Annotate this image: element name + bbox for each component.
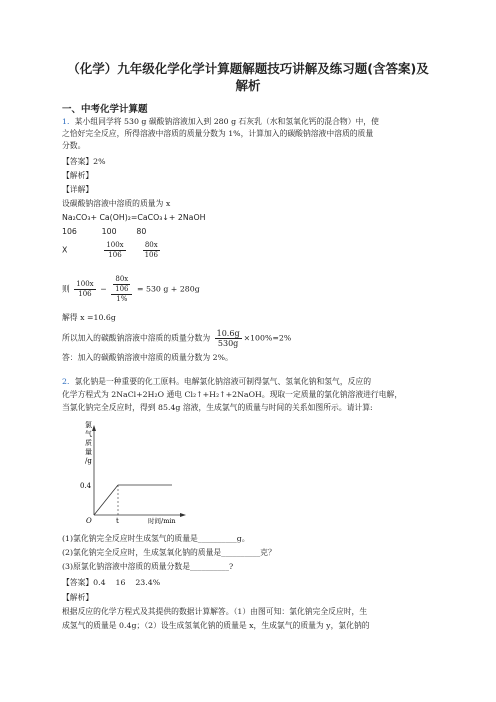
q2-answer: 【答案】0.4 16 23.4% — [62, 578, 161, 587]
q1-solution: 解得 x =10.6g — [62, 313, 116, 322]
q1-equation: Na₂CO₃+ Ca(OH)₂=CaCO₃↓+ 2NaOH — [62, 213, 206, 222]
q1-analysis-label: 【解析】 — [62, 171, 94, 180]
q1-equation-row — [62, 275, 200, 304]
q1-detail-label: 【详解】 — [62, 185, 94, 194]
q1-fraction-left: $\frac{100x}{106}$ — [76, 280, 94, 298]
document-title — [40, 60, 456, 94]
title-line-1: （化学）九年级化学化学计算题解题技巧讲解及练习题(含答案)及 — [67, 61, 429, 76]
section-heading: 一、中考化学计算题 — [62, 104, 148, 115]
q1-x-label: X — [62, 245, 68, 255]
q1-answer: 【答案】2% — [62, 157, 106, 166]
q2-part-2: (2)氯化钠完全反应时，生成氢氧化钠的质量是__________克？ — [62, 548, 276, 557]
q1-minus: − — [100, 284, 107, 294]
q2-text-1: 氯化钠是一种重要的化工原料。电解氯化钠溶液可制得氯气、氢氧化钠和氢气，反应的 — [74, 377, 372, 386]
q2-part-1: (1)氯化钠完全反应时生成氢气的质量是__________g。 — [62, 534, 250, 543]
title-line-2: 解析 — [235, 78, 261, 93]
q2-analysis-label: 【解析】 — [62, 593, 94, 602]
chlorine-mass-graph — [78, 413, 188, 529]
q1-x-row — [62, 241, 162, 260]
q2-number: 2． — [62, 377, 75, 386]
q1-detail-line: 设碳酸钠溶液中溶质的质量为 x — [62, 199, 171, 208]
q1-line-2: 之恰好完全反应，所得溶液中溶质的质量分数为 1%，计算加入的碳酸钠溶液中溶质的质量 — [62, 129, 374, 138]
graph-x-tick: t — [116, 517, 119, 525]
graph-ylabel-1: 氯 — [85, 421, 92, 429]
q1-fraction-compound: $\frac{\frac{80x}{106}}{1\%}$ — [111, 275, 132, 304]
q2-explanation-1: 根据反应的化学方程式及其提供的数据计算解答。（1）由图可知：氯化钠完全反应时，生 — [62, 607, 368, 616]
q2-line-1 — [62, 376, 371, 387]
q1-text-1: 某小组同学将 530 g 碳酸钠溶液加入到 280 g 石灰乳（水和氢氧化钙的混合物）中，使 — [74, 117, 379, 126]
q2-line-2: 化学方程式为 2NaCl+2H₂O 通电 Cl₂↑+H₂↑+2NaOH。现取一定质量的氯化钠溶液进行电解， — [62, 390, 403, 399]
q1-ratio-fraction: $\frac{10.6g}{530g}$ — [216, 329, 240, 348]
graph-y-tick: 0.4 — [80, 482, 92, 490]
graph-ylabel-4: 量 — [85, 448, 92, 456]
graph-x-label: 时间/min — [148, 517, 176, 525]
q1-fraction-naoh: $\frac{80x}{106}$ — [144, 241, 158, 259]
graph-ylabel-5: /g — [85, 457, 92, 465]
q2-part-3: (3)原氯化钠溶液中溶质的质量分数是__________? — [62, 562, 234, 571]
graph-x-arrow — [180, 513, 186, 517]
q1-rhs: = 530 g + 280g — [136, 284, 200, 294]
q1-fraction-caco3: $\frac{100x}{106}$ — [106, 241, 124, 259]
q1-ratio-line: 所以加入的碳酸钠溶液中溶质的质量分数为 $\frac{10.6g}{530g}$ ×100%=2% — [62, 329, 292, 348]
graph-ylabel-2: 气 — [85, 430, 92, 438]
graph-y-arrow — [92, 425, 96, 431]
q2-explanation-2: 成氢气的质量是 0.4g；（2）设生成氢氧化钠的质量是 x，生成氯气的质量为 y，氯化钠的 — [62, 621, 370, 630]
q1-molar-masses: 106 100 80 — [62, 227, 147, 236]
graph-rise-line — [94, 485, 118, 515]
q1-line-3: 分数。 — [62, 141, 86, 150]
q2-line-3: 当氯化钠完全反应时，得到 85.4g 溶液，生成氯气的质量与时间的关系如图所示。请计算: — [62, 403, 373, 412]
graph-ylabel-3: 质 — [85, 439, 92, 447]
graph-origin: O — [86, 517, 92, 525]
q1-reply: 答：加入的碳酸钠溶液中溶质的质量分数为 2%。 — [62, 353, 233, 362]
q1-then-label: 则 — [62, 284, 70, 294]
q1-number: 1． — [62, 117, 75, 126]
q1-line-1 — [62, 116, 379, 127]
